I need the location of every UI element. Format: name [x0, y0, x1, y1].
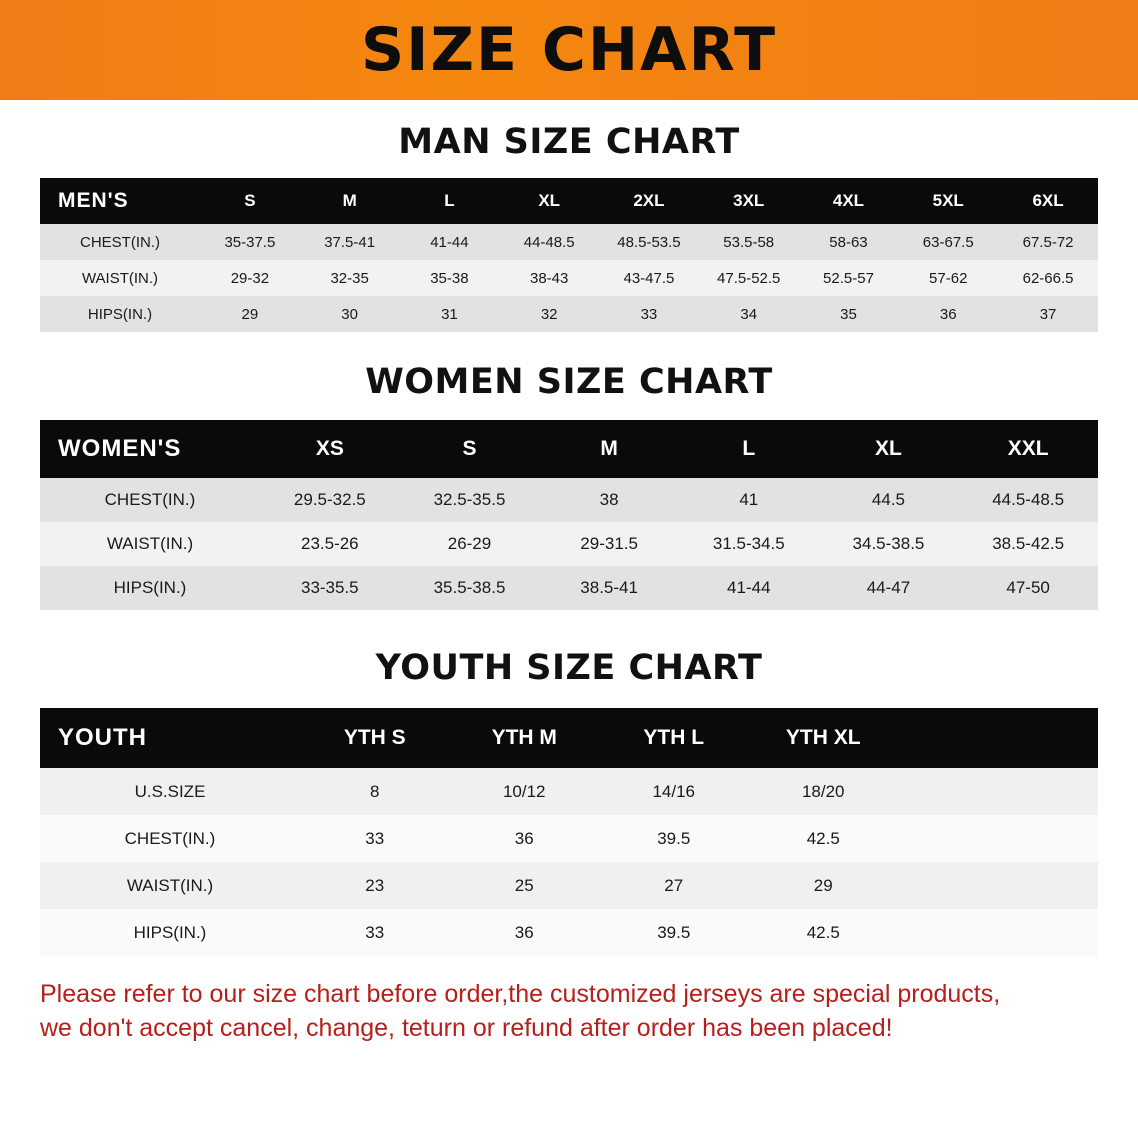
disclaimer-note: [40, 978, 1098, 1046]
column-header: 4XL: [832, 191, 865, 210]
table-cell: 27: [664, 875, 684, 895]
table-cell: 36: [514, 922, 534, 942]
table-cell: 31.5-34.5: [712, 534, 785, 553]
table-cell: 62-66.5: [1022, 269, 1074, 287]
women-table-wrap: [40, 420, 1098, 610]
table-cell: 23.5-26: [300, 534, 359, 553]
table-cell: 39.5: [657, 828, 691, 848]
table-cell: 67.5-72: [1022, 233, 1074, 251]
table-cell: 39.5: [657, 922, 691, 942]
table-row: [40, 478, 1098, 522]
table-cell: 52.5-57: [823, 269, 874, 287]
row-label: CHEST(IN.): [124, 828, 216, 848]
table-cell: 29: [241, 305, 259, 323]
table-cell: 36: [939, 305, 957, 323]
column-header: MEN'S: [58, 189, 129, 212]
column-header: L: [742, 437, 756, 460]
table-cell: 44.5: [871, 490, 905, 509]
table-cell: 30: [341, 305, 358, 323]
column-header: 3XL: [733, 191, 765, 210]
table-cell: 42.5: [806, 828, 840, 848]
table-cell: 23: [365, 875, 385, 895]
table-cell: 57-62: [929, 269, 968, 287]
column-header: XS: [315, 437, 344, 460]
table-row: [40, 522, 1098, 566]
table-cell: 34: [740, 305, 758, 323]
table-cell: 35-37.5: [224, 233, 276, 251]
table-row: [40, 296, 1098, 332]
table-cell: 58-63: [829, 233, 868, 251]
table-cell: 32: [540, 305, 558, 323]
man-table-wrap: [40, 178, 1098, 332]
table-cell: 29: [813, 875, 833, 895]
table-cell: 32.5-35.5: [433, 490, 506, 509]
youth-table-wrap: [40, 708, 1098, 956]
table-cell: 43-47.5: [623, 269, 675, 287]
column-header: YTH S: [343, 726, 406, 749]
column-header: L: [444, 191, 455, 210]
women-section-heading: WOMEN SIZE CHART: [365, 362, 773, 402]
row-label: U.S.SIZE: [134, 781, 206, 801]
row-label: CHEST(IN.): [80, 233, 160, 251]
row-label: WAIST(IN.): [81, 269, 159, 287]
table-cell: 35.5-38.5: [433, 578, 506, 597]
table-cell: 10/12: [502, 781, 546, 801]
table-cell: 42.5: [806, 922, 840, 942]
table-cell: 37: [1039, 305, 1057, 323]
table-cell: 63-67.5: [922, 233, 974, 251]
table-row: [40, 768, 1098, 815]
row-label: HIPS(IN.): [133, 922, 207, 942]
row-label: CHEST(IN.): [104, 490, 196, 509]
table-row: [40, 260, 1098, 296]
column-header: YTH XL: [785, 726, 861, 749]
row-label: WAIST(IN.): [106, 534, 194, 553]
table-cell: 8: [370, 781, 380, 801]
column-header: WOMEN'S: [58, 435, 182, 462]
table-cell: 32-35: [330, 269, 369, 287]
table-cell: 25: [514, 875, 534, 895]
man-size-table: [40, 178, 1098, 332]
table-header-row: [40, 708, 1098, 768]
table-cell: 48.5-53.5: [617, 233, 681, 251]
table-header-row: [40, 178, 1098, 224]
table-cell: 33: [640, 305, 658, 323]
table-header-row: [40, 420, 1098, 478]
column-header: XL: [875, 437, 902, 460]
column-header: XL: [538, 191, 561, 210]
column-header: S: [244, 191, 256, 210]
table-cell: 37.5-41: [324, 233, 376, 251]
row-label: HIPS(IN.): [87, 305, 153, 323]
column-header: M: [600, 437, 618, 460]
table-cell: 14/16: [652, 781, 696, 801]
youth-size-table: [40, 708, 1098, 956]
page-title: SIZE CHART: [360, 15, 778, 85]
table-row: [40, 566, 1098, 610]
column-header-spacer: [898, 708, 1098, 768]
table-cell: 38: [599, 490, 619, 509]
table-cell: 35-38: [430, 269, 469, 287]
table-cell: 26-29: [447, 534, 492, 553]
table-cell: 29-31.5: [580, 534, 638, 553]
table-cell: 44-48.5: [523, 233, 575, 251]
table-cell: 47-50: [1006, 578, 1050, 597]
table-cell-spacer: [898, 909, 1098, 956]
page-banner: [0, 0, 1138, 100]
table-cell: 41-44: [727, 578, 771, 597]
table-cell: 38.5-41: [580, 578, 638, 597]
column-header: YTH M: [491, 726, 557, 749]
table-cell: 29.5-32.5: [293, 490, 366, 509]
table-cell: 33: [365, 922, 385, 942]
table-cell: 38.5-42.5: [992, 534, 1065, 553]
table-cell: 34.5-38.5: [852, 534, 925, 553]
youth-section-heading: YOUTH SIZE CHART: [375, 648, 763, 688]
table-row: [40, 862, 1098, 909]
table-cell: 31: [441, 305, 458, 323]
table-cell: 41-44: [430, 233, 469, 251]
table-cell: 29-32: [230, 269, 270, 287]
column-header: YTH L: [643, 726, 705, 749]
column-header: 6XL: [1032, 191, 1064, 210]
table-cell-spacer: [898, 815, 1098, 862]
disclaimer-line-1: Please refer to our size chart before order,the customized jerseys are special products,: [40, 980, 1001, 1008]
table-row: [40, 815, 1098, 862]
table-cell: 38-43: [529, 269, 569, 287]
table-cell: 35: [840, 305, 857, 323]
table-row: [40, 909, 1098, 956]
table-cell: 18/20: [801, 781, 845, 801]
column-header: M: [342, 191, 357, 210]
table-cell: 33-35.5: [300, 578, 359, 597]
column-header: 5XL: [932, 191, 964, 210]
table-cell: 44-47: [866, 578, 911, 597]
table-cell: 36: [514, 828, 534, 848]
disclaimer-line-2: we don't accept cancel, change, teturn or refund after order has been placed!: [40, 1013, 893, 1042]
table-cell: 33: [365, 828, 385, 848]
table-cell: 44.5-48.5: [992, 490, 1065, 509]
column-header: S: [462, 437, 477, 460]
column-header: XXL: [1007, 437, 1049, 460]
column-header: YOUTH: [58, 724, 147, 751]
table-cell-spacer: [898, 768, 1098, 815]
table-cell: 53.5-58: [723, 233, 775, 251]
row-label: HIPS(IN.): [113, 578, 187, 597]
women-size-table: [40, 420, 1098, 610]
table-cell: 47.5-52.5: [717, 269, 781, 287]
column-header: 2XL: [633, 191, 665, 210]
table-row: [40, 224, 1098, 260]
table-cell-spacer: [898, 862, 1098, 909]
table-cell: 41: [739, 490, 759, 509]
row-label: WAIST(IN.): [126, 875, 214, 895]
man-section-heading: MAN SIZE CHART: [398, 122, 740, 162]
